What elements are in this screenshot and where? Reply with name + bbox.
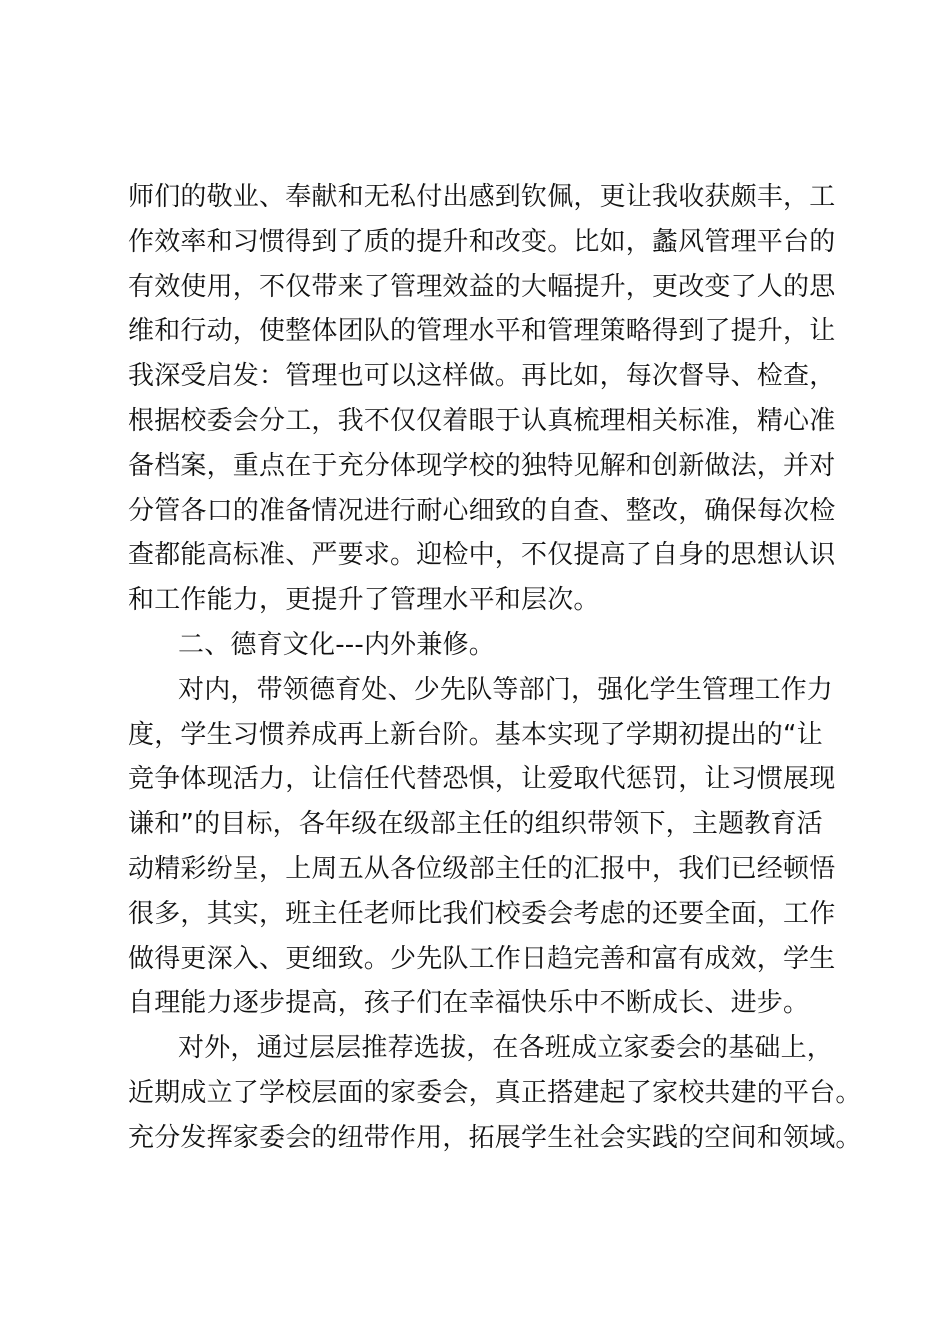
body-line: 谦和”的目标，各年级在级部主任的组织带领下，主题教育活	[128, 809, 823, 840]
body-line: 自理能力逐步提高，孩子们在幸福快乐中不断成长、进步。	[128, 988, 810, 1019]
body-line: 竞争体现活力，让信任代替恐惧，让爱取代惩罚，让习惯展现	[128, 764, 836, 795]
body-line: 查都能高标准、严要求。迎检中，不仅提高了自身的思想认识	[128, 540, 836, 571]
body-line: 和工作能力，更提升了管理水平和层次。	[128, 585, 600, 616]
body-line: 根据校委会分工，我不仅仅着眼于认真梳理相关标准，精心准	[128, 405, 836, 436]
body-line: 分管各口的准备情况进行耐心细致的自查、整改，确保每次检	[128, 495, 836, 526]
body-line: 度，学生习惯养成再上新台阶。基本实现了学期初提出的“让	[128, 719, 823, 750]
paragraph-start: 对外，通过层层推荐选拔，在各班成立家委会的基础上，	[178, 1033, 834, 1064]
body-line: 作效率和习惯得到了质的提升和改变。比如，蠡风管理平台的	[128, 226, 836, 257]
body-line: 师们的敬业、奉献和无私付出感到钦佩，更让我收获颇丰，工	[128, 182, 836, 212]
paragraph-start: 对内，带领德育处、少先队等部门，强化学生管理工作力	[178, 674, 834, 705]
section-heading: 二、德育文化---内外兼修。	[178, 629, 495, 660]
body-line: 充分发挥家委会的纽带作用，拓展学生社会实践的空间和领域。	[128, 1122, 862, 1153]
body-line: 我深受启发：管理也可以这样做。再比如，每次督导、检查，	[128, 361, 836, 392]
body-line: 维和行动，使整体团队的管理水平和管理策略得到了提升，让	[128, 316, 836, 347]
body-line: 动精彩纷呈，上周五从各位级部主任的汇报中，我们已经顿悟	[128, 853, 836, 884]
body-line: 很多，其实，班主任老师比我们校委会考虑的还要全面，工作	[128, 898, 836, 929]
body-line: 做得更深入、更细致。少先队工作日趋完善和富有成效，学生	[128, 943, 836, 974]
body-line: 近期成立了学校层面的家委会，真正搭建起了家校共建的平台。	[128, 1077, 862, 1108]
body-line: 有效使用，不仅带来了管理效益的大幅提升，更改变了人的思	[128, 271, 836, 302]
body-line: 备档案，重点在于充分体现学校的独特见解和创新做法，并对	[128, 450, 836, 481]
document-body	[128, 175, 862, 1161]
